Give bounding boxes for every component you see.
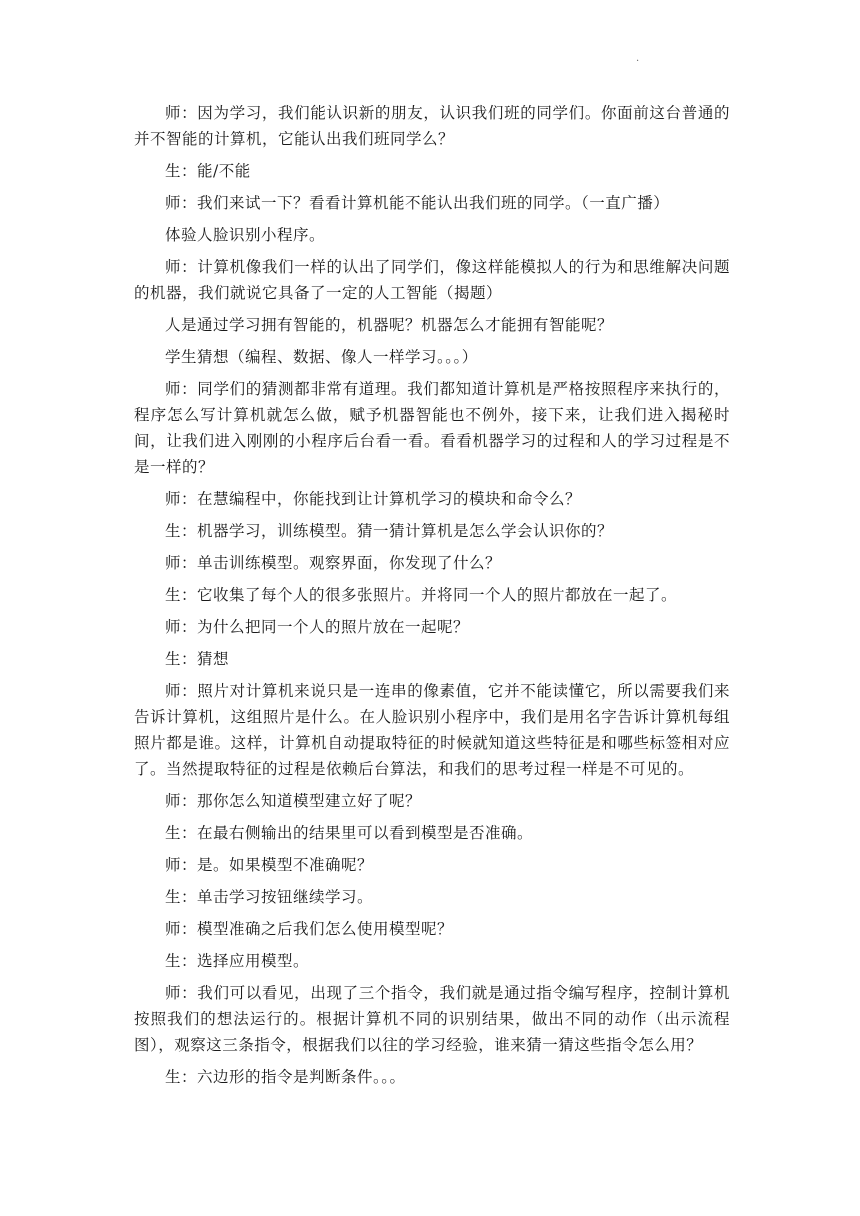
paragraph: 师：因为学习，我们能认识新的朋友，认识我们班的同学们。你面前这台普通的并不智能的计算机，它能认出我们班同学么？ — [134, 104, 730, 148]
paragraph: 师：照片对计算机来说只是一连串的像素值，它并不能读懂它，所以需要我们来告诉计算机，这组照片是什么。在人脸识别小程序中，我们是用名字告诉计算机每组照片都是谁。这样，计算机自动提取特征的时候就知道这些特征是和哪些标签相对应了。当然提取特征的过程是依赖后台算法，和我们的思考过程一样是不可见的。 — [134, 682, 730, 778]
paragraph: 师：在慧编程中，你能找到让计算机学习的模块和命令么？ — [165, 490, 582, 508]
paragraph: 生：单击学习按钮继续学习。 — [165, 888, 374, 906]
paragraph: 师：模型准确之后我们怎么使用模型呢？ — [165, 920, 454, 938]
header-mark: . — [636, 53, 640, 64]
paragraph: 学生猜想（编程、数据、像人一样学习。。。） — [165, 348, 478, 366]
paragraph: 师：那你怎么知道模型建立好了呢？ — [165, 792, 422, 810]
paragraph: 生：选择应用模型。 — [165, 952, 310, 970]
paragraph: 生：六边形的指令是判断条件。。。 — [165, 1068, 406, 1086]
paragraph: 生：在最右侧输出的结果里可以看到模型是否准确。 — [165, 824, 534, 842]
paragraph: 师：为什么把同一个人的照片放在一起呢？ — [165, 618, 470, 636]
paragraph: 师：单击训练模型。观察界面，你发现了什么？ — [165, 554, 502, 572]
paragraph: 生：机器学习，训练模型。猜一猜计算机是怎么学会认识你的？ — [165, 522, 614, 540]
paragraph: 人是通过学习拥有智能的，机器呢？机器怎么才能拥有智能呢？ — [165, 316, 614, 334]
paragraph: 生：它收集了每个人的很多张照片。并将同一个人的照片都放在一起了。 — [165, 586, 678, 604]
paragraph: 师：我们可以看见，出现了三个指令，我们就是通过指令编写程序，控制计算机按照我们的想法运行的。根据计算机不同的识别结果，做出不同的动作（出示流程图），观察这三条指令，根据我们以往的学习经验，谁来猜一猜这些指令怎么用？ — [134, 984, 730, 1054]
paragraph: 师：是。如果模型不准确呢？ — [165, 856, 374, 874]
paragraph: 师：我们来试一下？看看计算机能不能认出我们班的同学。（一直广播） — [165, 194, 670, 212]
paragraph: 师：计算机像我们一样的认出了同学们，像这样能模拟人的行为和思维解决问题的机器，我们就说它具备了一定的人工智能（揭题） — [134, 258, 730, 302]
document-body — [134, 100, 730, 1096]
paragraph: 生：猜想 — [165, 650, 230, 668]
paragraph: 师：同学们的猜测都非常有道理。我们都知道计算机是严格按照程序来执行的，程序怎么写计算机就怎么做，赋予机器智能也不例外，接下来，让我们进入揭秘时间，让我们进入刚刚的小程序后台看一看。看看机器学习的过程和人的学习过程是不是一样的？ — [134, 380, 730, 476]
paragraph: 体验人脸识别小程序。 — [165, 226, 326, 244]
paragraph: 生：能/不能 — [165, 162, 251, 180]
